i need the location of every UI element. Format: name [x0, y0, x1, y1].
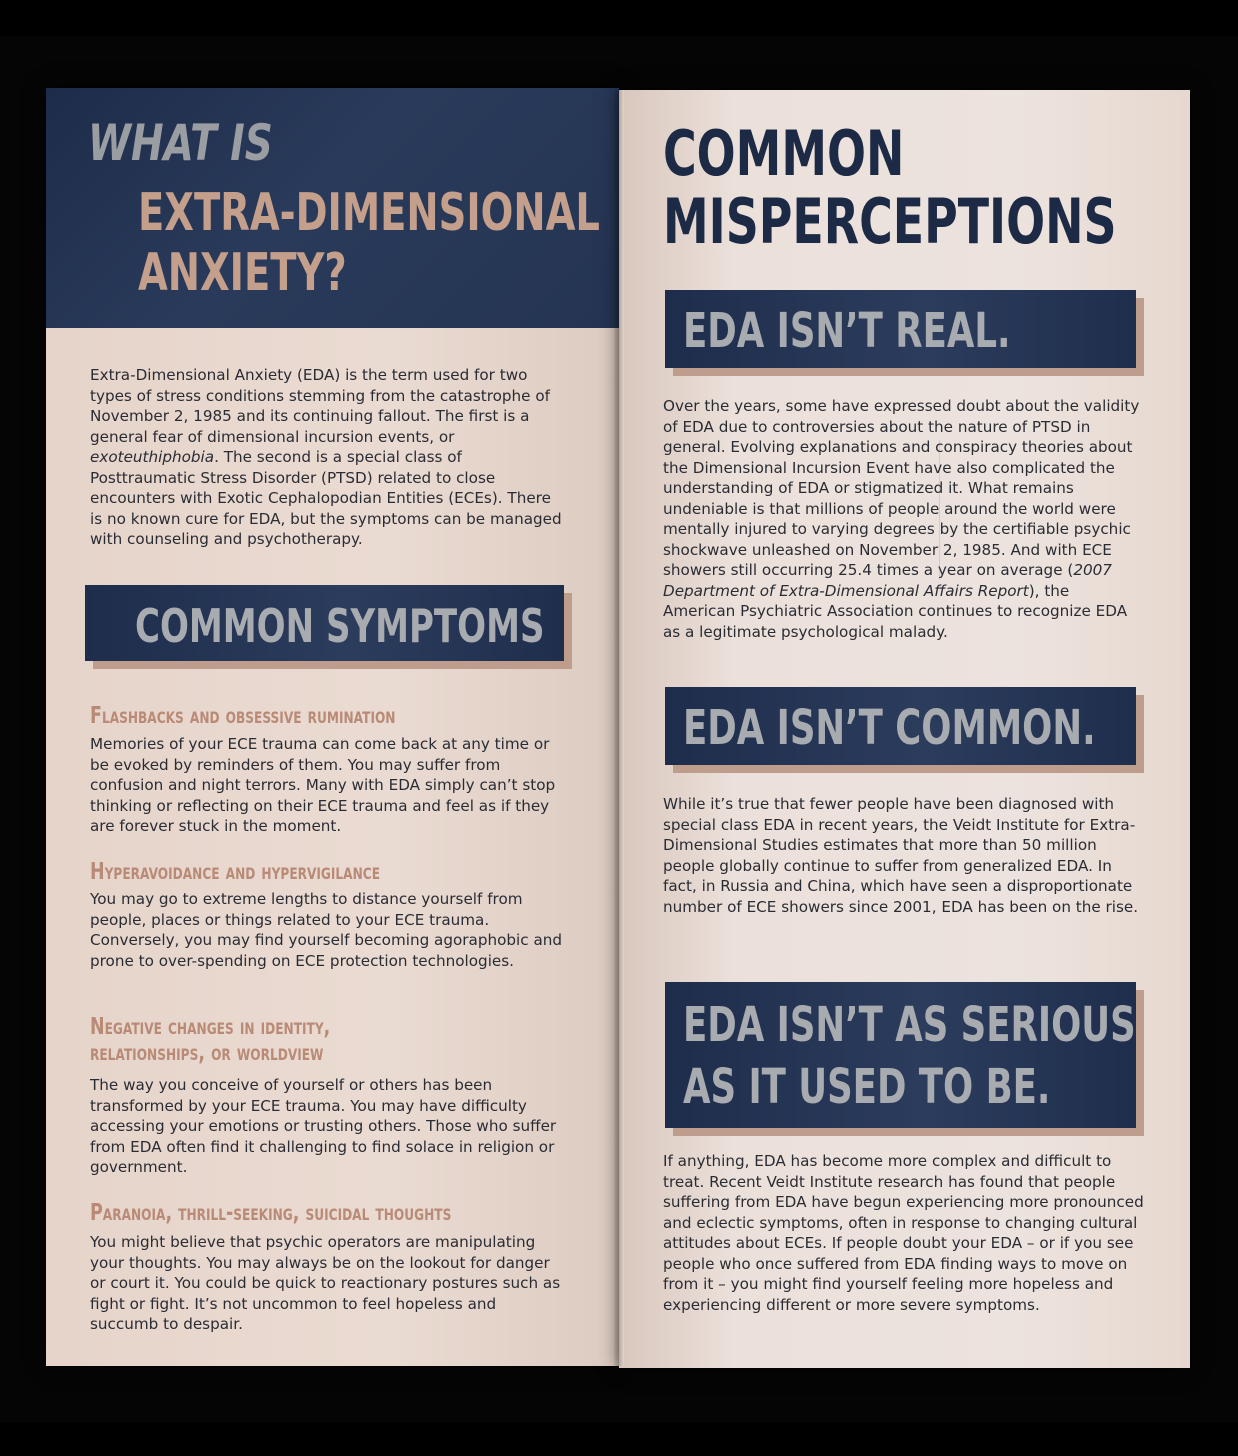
- misperception-banner-line2: AS IT USED TO BE.: [683, 1059, 1051, 1115]
- misperception-text: [663, 396, 1145, 642]
- symptom-heading: Hyperavoidance and hypervigilance: [90, 859, 380, 885]
- symptom-text: You might believe that psychic operators are manipulating your thoughts. You may always be on the lookout for danger or court it. You could be quick to reactionary postures such as fight or fight. It’s not uncommon to feel hopeless and succumb to despair.: [90, 1233, 561, 1333]
- misperception-banner: [665, 687, 1136, 765]
- misperception-banner-line1: EDA ISN’T AS SERIOUS: [683, 997, 1136, 1053]
- symptoms-banner: [85, 585, 564, 661]
- right-brochure-panel: [619, 90, 1190, 1368]
- misperceptions-title-line1: COMMON: [663, 117, 905, 190]
- misperceptions-title-line2: MISPERCEPTIONS: [663, 185, 1117, 258]
- misperception-text-part2: ), the American Psychiatric Association continues to recognize EDA as a legitimate psychological malady.: [663, 581, 1128, 641]
- misperception-banner-text: EDA ISN’T COMMON.: [683, 700, 1096, 756]
- misperception-banner: [665, 290, 1136, 368]
- report-citation: 2007 Department of Extra-Dimensional Affairs Report: [663, 561, 1112, 600]
- intro-paragraph: [90, 365, 565, 550]
- symptom-heading: Paranoia, thrill-seeking, suicidal thoughts: [90, 1200, 452, 1226]
- misperception-text-part1: Over the years, some have expressed doubt about the validity of EDA due to controversies about the nature of PTSD in general. Evolving explanations and conspiracy theories about the Dimensional Incursion Event have also complicated the understanding of EDA or stigmatized it. What remains undeniable is that millions of people around the world were mentally injured to varying degrees by the certifiable psychic shockwave unleashed on November 2, 1985. And with ECE showers still occurring 25.4 times a year on average (: [663, 397, 1140, 579]
- symptom-text: You may go to extreme lengths to distance yourself from people, places or things related to your ECE trauma. Conversely, you may find yourself becoming agoraphobic and prone to over-spending on ECE protection technologies.: [90, 890, 563, 970]
- intro-text-part2: . The second is a special class of Posttraumatic Stress Disorder (PTSD) related to close encounters with Exotic Cephalopodian Entities (ECEs). There is no known cure for EDA, but the symptoms can be managed with counseling and psychotherapy.: [90, 448, 562, 548]
- eda-title-line1: EXTRA-DIMENSIONAL: [138, 183, 600, 243]
- symptom-heading-line2: relationships, or worldview: [90, 1040, 324, 1066]
- intro-text-part1: Extra-Dimensional Anxiety (EDA) is the term used for two types of stress conditions stemming from the catastrophe of November 2, 1985 and its continuing fallout. The first is a general fear of dimensional incursion events, or: [90, 366, 550, 446]
- symptom-heading: Negative changes in identity,: [90, 1014, 331, 1040]
- misperception-banner: [665, 982, 1136, 1128]
- eda-title: [138, 183, 600, 303]
- symptom-text: The way you conceive of yourself or others has been transformed by your ECE trauma. You may have difficulty accessing your emotions or trusting others. Those who suffer from EDA often find it challenging to find solace in religion or government.: [90, 1076, 557, 1176]
- symptom-heading: Flashbacks and obsessive rumination: [90, 703, 396, 729]
- symptom-text: Memories of your ECE trauma can come back at any time or be evoked by reminders of them. You may suffer from confusion and night terrors. Many with EDA simply can’t stop thinking or reflecting on their ECE trauma and feel as if they are forever stuck in the moment.: [90, 735, 556, 835]
- symptom-heading-block: [90, 1014, 406, 1066]
- center-fold: [614, 90, 624, 1366]
- misperception-text: While it’s true that fewer people have been diagnosed with special class EDA in recent years, the Veidt Institute for Extra-Dimensional Studies estimates that more than 50 million people globally continue to suffer from generalized EDA. In fact, in Russia and China, which have seen a disproportionate number of ECE showers since 2001, EDA has been on the rise.: [663, 795, 1139, 916]
- misperception-text: If anything, EDA has become more complex and difficult to treat. Recent Veidt Institute research has found that people suffering from EDA have begun experiencing more pronounced and eclectic symptoms, often in response to changing cultural attitudes about ECEs. If people doubt your EDA – or if you see people who once suffered from EDA finding ways to move on from it – you might find yourself feeling more hopeless and experiencing different or more severe symptoms.: [663, 1152, 1144, 1314]
- top-black-band: [0, 0, 1238, 36]
- what-is-heading: WHAT IS: [88, 114, 273, 172]
- intro-italic-term: exoteuthiphobia: [90, 448, 215, 466]
- left-brochure-panel: [46, 88, 619, 1366]
- misperception-banner-text: EDA ISN’T REAL.: [683, 303, 1011, 359]
- left-header-block: [46, 88, 619, 328]
- eda-title-line2: ANXIETY?: [138, 243, 347, 303]
- misperception-banner-text: [683, 994, 1136, 1118]
- bottom-black-band: [0, 1422, 1238, 1456]
- symptoms-banner-text: COMMON SYMPTOMS: [135, 599, 545, 653]
- misperceptions-title: [663, 117, 1117, 258]
